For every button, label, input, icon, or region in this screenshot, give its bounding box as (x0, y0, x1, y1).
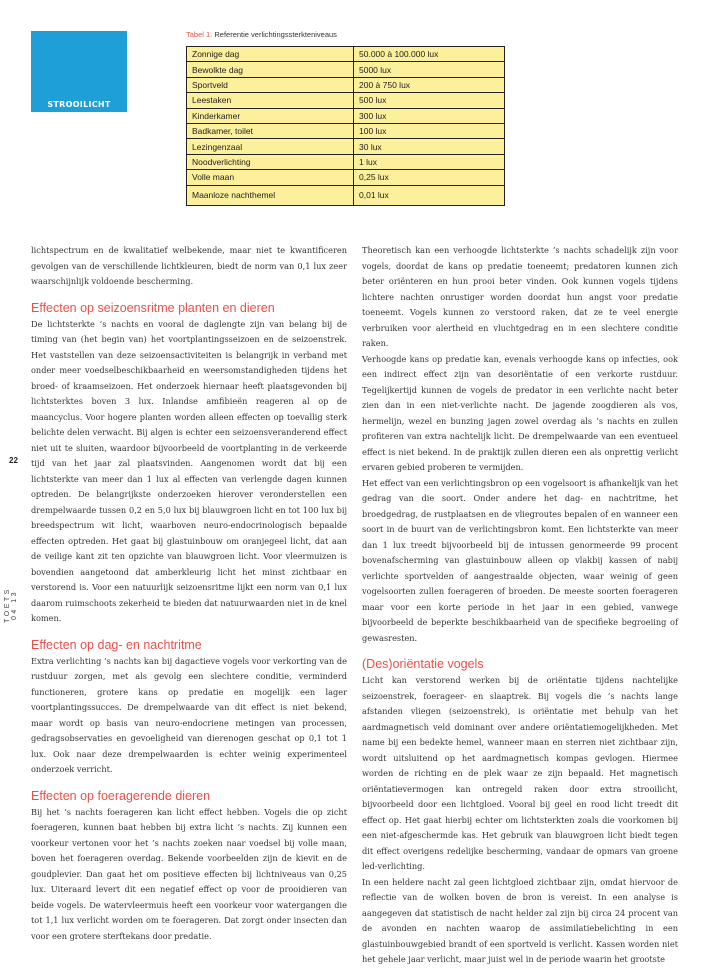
table-row (187, 108, 505, 123)
paragraph-foeragerende-dieren: Bij het ’s nachts foerageren kan licht effect hebben. Vogels die op zicht foerageren, kunnen baat hebben bij extra licht ’s nachts. Zij kunnen een voorkeur vertonen voor het ’s nachts zoeken naar voedsel bij volle maan, boven het foerageren overdag. Bekende voorbeelden zijn de kievit en de goudplevier. Dan gaat het om positieve effecten bij lichtniveaus van 0,25 lux. Uiteraard levert dit een negatief effect op voor de prooidieren van beide vogels. De watervleermuis heeft een voorkeur voor watergangen die tot 1,1 lux verlicht worden om te foerageren. Dat zorgt onder insecten dan voor een grotere sterftekans door predatie. (31, 806, 347, 941)
heading-desorientatie: (Des)oriëntatie vogels (362, 657, 484, 671)
table-caption-label: Tabel 1. (186, 30, 213, 39)
table-row (187, 123, 505, 138)
reference-table (186, 46, 505, 206)
table-caption-text: Referentie verlichtingssterkteniveaus (212, 30, 337, 39)
table-cell-source: Kinderkamer (187, 108, 354, 123)
section-label: STROOILICHT (47, 100, 111, 109)
table-cell-source: Sportveld (187, 77, 354, 92)
table-row (187, 170, 505, 185)
table-cell-source: Bewolkte dag (187, 62, 354, 77)
table-cell-source: Volle maan (187, 170, 354, 185)
table-row (187, 47, 505, 62)
table-cell-value: 0,01 lux (354, 185, 505, 205)
heading-foeragerende-dieren: Effecten op foeragerende dieren (31, 788, 211, 803)
table-row (187, 62, 505, 77)
table-cell-source: Leestaken (187, 93, 354, 108)
table-cell-source: Maanloze nachthemel (187, 185, 354, 205)
table-caption (186, 30, 337, 39)
table-row (187, 154, 505, 169)
paragraph-heldere-nacht: In een heldere nacht zal geen lichtgloed zichtbaar zijn, omdat hiervoor de reflectie van de wolken boven de bron is vereist. In een analyse is aangegeven dat statistisch de nacht helder zal zijn bij circa 24 procent van de avonden en nachten waarop de assimilatiebelichting in een glastuinbouwgebied brandt of een sportveld is verlicht. Kassen worden niet het gehele jaar verlicht, maar juist wel in de periode waarin het grootste (362, 876, 678, 964)
page-number: 22 (9, 456, 18, 465)
paragraph-predatie: Theoretisch kan een verhoogde lichtsterkte ’s nachts schadelijk zijn voor vogels, doordat de kans op predatie toeneemt; predatoren kunnen zich beter oriënteren en hun prooi beter vinden. Ook kunnen vogels tijdens lichtere nachten onrustiger worden doordat hun angst voor predatie toeneemt. Vogels kunnen zo verstoord raken, dat ze te veel energie verbruiken voor alertheid en vluchtgedrag en in een slechtere conditie raken. (362, 245, 678, 348)
table-cell-source: Lezingenzaal (187, 139, 354, 154)
journal-issue-label: TOETS 04 13 (4, 587, 18, 623)
table-cell-value: 30 lux (354, 139, 505, 154)
left-column (31, 243, 347, 944)
table-cell-source: Badkamer, toilet (187, 123, 354, 138)
paragraph-orientatie: Licht kan verstorend werken bij de oriëntatie tijdens nachtelijke seizoenstrek, foerageer- en slaaptrek. Bij vogels die ’s nachts lange afstanden vliegen (seizoenstrek), is oriëntatie met behulp van het aardmagnetisch veld dominant over andere oriëntatiemogelijkheden. Met name bij een bedekte hemel, wanneer maan en sterren niet zichtbaar zijn, wordt uitsluitend op het aardmagnetisch kompas gevlogen. Hiermee worden de richting en de plek waar ze zijn bepaald. Het magnetisch oriëntatievermogen kan ontregeld raken door extra strooilicht, bijvoorbeeld door een lichtgloed. Vooral bij geel en rood licht treedt dit effect op. Het gaat hierbij echter om lichtsterkten zoals die voorkomen bij een niet-afgeschermde kas. Het gebruik van blauwgroen licht biedt tegen dit effect overigens redelijke bescherming, vandaar de opmars van groene led-verlichting. (362, 675, 678, 871)
table-row (187, 93, 505, 108)
table-cell-value: 50.000 à 100.000 lux (354, 47, 505, 62)
table-cell-value: 200 à 750 lux (354, 77, 505, 92)
paragraph-indirect-effect: Verhoogde kans op predatie kan, evenals verhoogde kans op infecties, ook een indirect effect zijn van desoriëntatie of een verkorte rustduur. Tegelijkertijd kunnen de vogels de predator in een verlichte nacht beter zien dan in een niet-verlichte nacht. De jagende zoogdieren als vos, hermelijn, wezel en bunzing jagen zowel overdag als ’s nachts en zullen profiteren van extra nachtelijk licht. De drempelwaarde van een eventueel effect is niet bekend. In de praktijk zullen dieren een als onprettig verlicht ervaren gebied proberen te vermijden. (362, 353, 678, 472)
table-cell-value: 5000 lux (354, 62, 505, 77)
table-cell-value: 100 lux (354, 123, 505, 138)
paragraph-vogelsoort: Het effect van een verlichtingsbron op een vogelsoort is afhankelijk van het gedrag van die soort. Onder andere het dag- en nachtritme, het broedgedrag, de rustplaatsen en de vliegroutes bepalen of en wanneer een soort in de buurt van de verlichtingsbron komt. Een lichtsterkte van meer dan 1 lux treedt bijvoorbeeld bij de intussen genormeerde 99 procent bovenafscherming van glastuinbouw alleen op vlakbij kassen of nabij verlichte sportvelden of aangestraalde objecten, waar weinig of geen vogelsoorten zullen foerageren of broeden. De meeste soorten foerageren maar voor een korte periode in het jaar in een gebied, vanwege bijvoorbeeld de beperkte beschikbaarheid van de specifieke begroeiing of gewasresten. (362, 477, 678, 643)
section-label-box (31, 31, 127, 112)
table-cell-value: 0,25 lux (354, 170, 505, 185)
paragraph-dag-nachtritme: Extra verlichting ’s nachts kan bij dagactieve vogels voor verkorting van de rustduur zorgen, met als gevolg een slechtere conditie, verminderd functioneren, grotere kans op predatie en mogelijk een lager voortplantingssucces. De drempelwaarde van dit effect is niet bekend, maar wordt op basis van neuro-endocriene metingen van processen, gedragsobservaties en gevoeligheid van dierenogen geschat op 0,1 tot 1 lux. Ook naar deze drempelwaarden is echter weinig experimenteel onderzoek verricht. (31, 655, 347, 774)
table-cell-source: Noodverlichting (187, 154, 354, 169)
table-cell-value: 1 lux (354, 154, 505, 169)
table-row (187, 139, 505, 154)
table-cell-value: 500 lux (354, 93, 505, 108)
table-cell-source: Zonnige dag (187, 47, 354, 62)
right-column (362, 243, 678, 968)
table-row (187, 185, 505, 205)
heading-seizoensritme: Effecten op seizoensritme planten en dieren (31, 300, 275, 315)
paragraph-seizoensritme: De lichtsterkte ’s nachts en vooral de daglengte zijn van belang bij de timing van (het begin van) het voortplantingsseizoen en de seizoenstrek. Het vaststellen van deze seizoensactiviteiten is belangrijk in verband met onder meer voedselbeschikbaarheid en weersomstandigheden tijdens het broed- of kraamseizoen. Het onderzoek hiernaar heeft plaatsgevonden bij lichtsterktes boven 3 lux. Inlandse amfibieën reageren al op de maancyclus. Voor hogere planten worden alleen effecten op toevallig sterk belichte delen verwacht. Bij algen is echter een seizoensveranderend effect niet uit te sluiten, waardoor bijvoorbeeld de voortplanting in de verkeerde tijd van het jaar zal plaatsvinden. Aangenomen wordt dat bij een lichtsterkte van meer dan 1 lux al effecten van verlengde dagen kunnen optreden. De belangrijkste onderzoeken hierover veronderstellen een drempelwaarde tussen 0,2 en 5,0 lux bij blauwgroen licht en tot 100 lux bij breedspectrum wit licht, waarboven neuro-endocrinologisch bepaalde effecten optreden. Het gaat bij glastuinbouw om oranjegeel licht, dat aan de veilige kant zit ten opzichte van blauwgroen licht. Voor vleermuizen is bovendien aangetoond dat amberkleurig licht het minst zichtbaar en verstorend is. Voor een natuurlijk seizoensritme lijkt een norm van 0,1 lux daarom ruimschoots zekerheid te bieden dat natuurwaarden niet in de knel komen. (31, 318, 347, 623)
table-row (187, 77, 505, 92)
table-cell-value: 300 lux (354, 108, 505, 123)
heading-dag-nachtritme: Effecten op dag- en nachtritme (31, 637, 202, 652)
intro-paragraph: lichtspectrum en de kwalitatief welbekende, maar niet te kwantificeren gevolgen van de verschillende lichtkleuren, biedt de norm van 0,1 lux zeer waarschijnlijk voldoende bescherming. (31, 245, 347, 286)
